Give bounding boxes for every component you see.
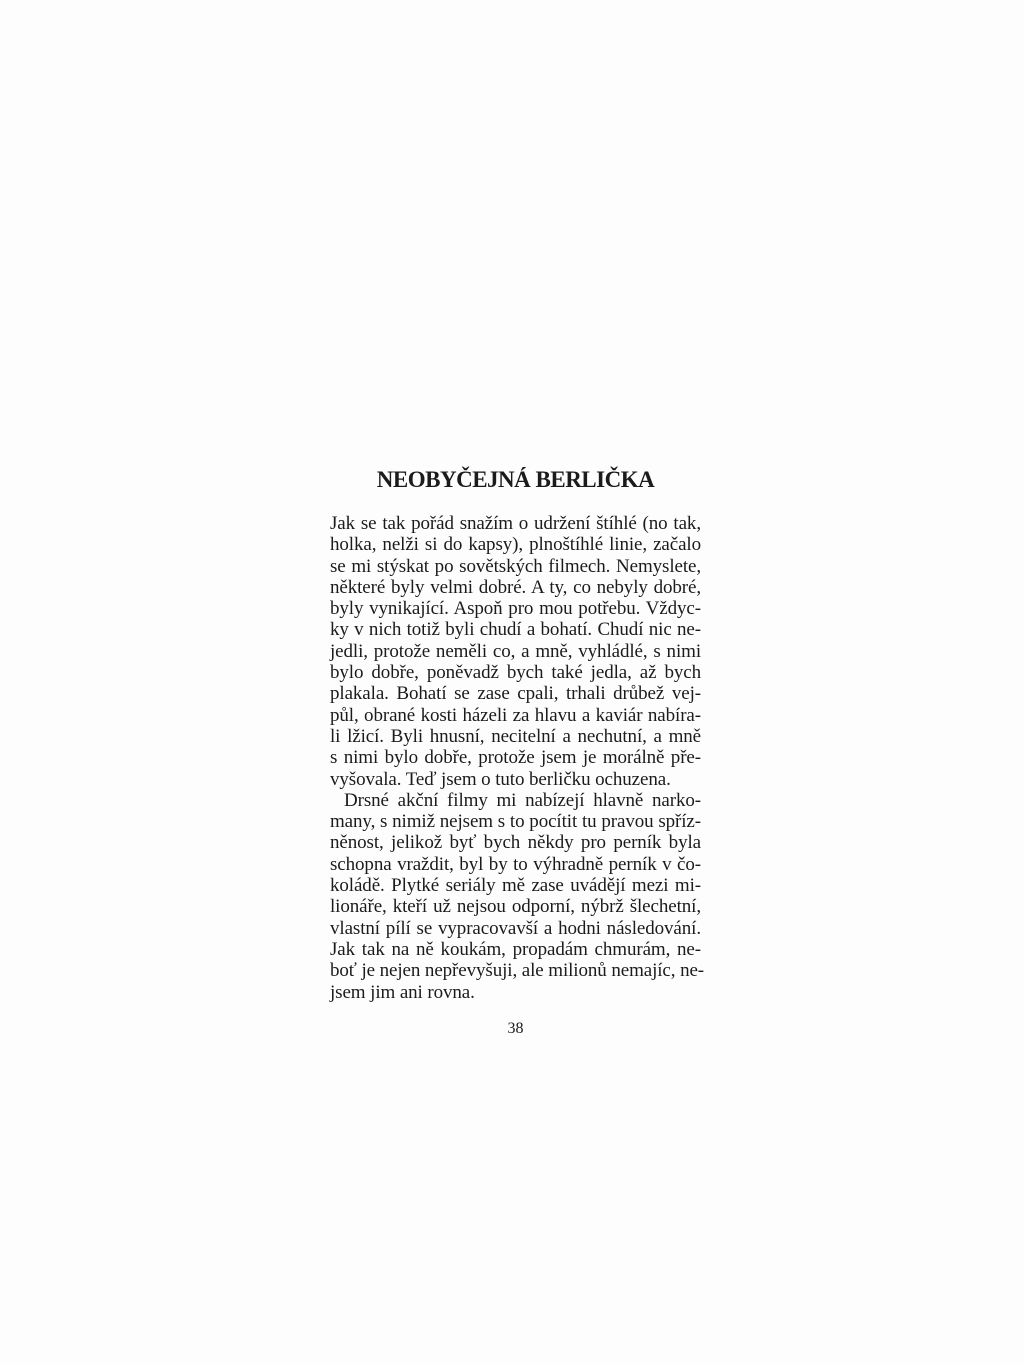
- text-line: bylo dobře, poněvadž bych také jedla, až bych: [330, 662, 701, 684]
- text-line: se mi stýskat po sovětských filmech. Nemyslete,: [330, 555, 701, 577]
- text-line: byly vynikající. Aspoň pro mou potřebu. Vždyc-: [330, 598, 701, 620]
- text-line: Drsné akční filmy mi nabízejí hlavně narko-: [344, 789, 701, 811]
- text-line: vlastní pílí se vypracovavší a hodni následování.: [330, 917, 701, 939]
- text-line: boť je nejen nepřevyšuji, ale milionů nemajíc, ne-: [330, 960, 705, 982]
- body-text: [330, 513, 705, 1003]
- text-line: některé byly velmi dobré. A ty, co nebyly dobré,: [330, 576, 701, 598]
- page-number: 38: [507, 1020, 524, 1037]
- text-line: půl, obrané kosti házeli za hlavu a kaviár nabíra-: [330, 704, 701, 726]
- chapter-title: NEOBYČEJNÁ BERLIČKA: [376, 467, 655, 492]
- text-line: plakala. Bohatí se zase cpali, trhali drůbež vej-: [330, 683, 701, 705]
- text-line: něnost, jelikož byť bych někdy pro perník byla: [330, 832, 701, 854]
- text-line: vyšovala. Teď jsem o tuto berličku ochuzena.: [330, 768, 671, 790]
- text-line: jsem jim ani rovna.: [330, 981, 475, 1003]
- text-line: koládě. Plytké seriály mě zase uvádějí mezi mi-: [330, 875, 701, 897]
- text-line: s nimi bylo dobře, protože jsem je morálně pře-: [330, 747, 701, 769]
- text-line: jedli, protože neměli co, a mně, vyhládlé, s nimi: [330, 640, 701, 662]
- text-line: holka, nelži si do kapsy), plnoštíhlé linie, začalo: [330, 534, 701, 556]
- text-block: [330, 467, 705, 1003]
- text-line: many, s nimiž nejsem s to pocítit tu pravou spříz-: [330, 811, 701, 833]
- text-line: Jak se tak pořád snažím o udržení štíhlé (no tak,: [330, 513, 701, 534]
- text-line: Jak tak na ně koukám, propadám chmurám, ne-: [330, 938, 701, 960]
- text-line: li lžicí. Byli hnusní, necitelní a nechutní, a mně: [330, 725, 701, 747]
- text-line: schopna vraždit, byl by to výhradně perník v čo-: [330, 853, 701, 875]
- text-line: ky v nich totiž byli chudí a bohatí. Chudí nic ne-: [330, 619, 701, 641]
- text-line: lionáře, kteří už nejsou odporní, nýbrž šlechetní,: [330, 896, 701, 918]
